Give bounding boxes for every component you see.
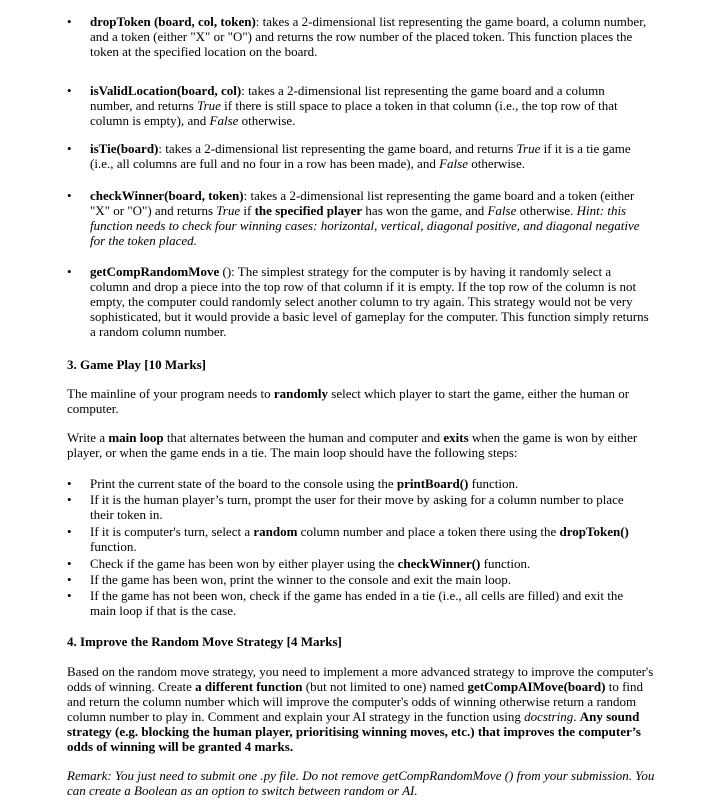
list-item: • getCompRandomMove (): The simplest strategy for the computer is by having it randomly select a column and drop a piece into the top row of that column if it is empty. If the top row of the column is not empty, the computer could randomly select another column to try again. This strategy would not be very sophisticated, but it would provide a basic level of gameplay for the computer. This function simply returns a random column number. (67, 264, 649, 339)
function-name: dropToken (board, col, token) (90, 14, 256, 29)
list-item: • dropToken (board, col, token): takes a 2-dimensional list representing the game board, a column number, and a token (either "X" or "O") and returns the row number of the placed token. This function places the token at the specified location on the board. (67, 14, 647, 59)
list-item: • checkWinner(board, token): takes a 2-dimensional list representing the game board and a token (either "X" or "O") and returns True if the specified player has won the game, and False otherwise. Hint: this function needs to check four winning cases: horizontal, vertical, diagonal positive, and diagonal negative for the token placed. (67, 188, 640, 248)
paragraph: The mainline of your program needs to randomly select which player to start the game, either the human or computer. (67, 386, 630, 416)
section-3-heading: 3. Game Play [10 Marks] (67, 357, 207, 372)
function-name: checkWinner(board, token) (90, 188, 244, 203)
paragraph: Based on the random move strategy, you need to implement a more advanced strategy to improve the computer's odds of winning. Create a different function (but not limited to one) named getCompAIMove(board) to find and return the column number which will improve the computer's odds of winning otherwise return a random column number to play in. Comment and explain your AI strategy in the function using docstring. Any sound strategy (e.g. blocking the human player, prioritising winning moves, etc.) that improves the computer’s odds of winning will be granted 4 marks. (67, 664, 654, 754)
list-item: • Check if the game has been won by either player using the checkWinner() function. (67, 556, 531, 571)
list-item: • If the game has been won, print the winner to the console and exit the main loop. (67, 572, 511, 587)
list-item: • If the game has not been won, check if the game has ended in a tie (i.e., all cells are filled) and exit the main loop if that is the case. (67, 588, 624, 618)
list-item: • isValidLocation(board, col): takes a 2-dimensional list representing the game board and a column number, and returns True if there is still space to place a token in that column (i.e., the top row of that column is empty), and False otherwise. (67, 83, 618, 128)
function-name: isValidLocation(board, col) (90, 83, 242, 98)
list-item: • If it is the human player’s turn, prompt the user for their move by asking for a column number to place their token in. (67, 492, 624, 522)
function-name: isTie(board) (90, 141, 159, 156)
function-name: getCompRandomMove (90, 264, 220, 279)
bullet: • (67, 14, 72, 29)
section-4-heading: 4. Improve the Random Move Strategy [4 Marks] (67, 634, 342, 649)
paragraph: Write a main loop that alternates between the human and computer and exits when the game is won by either player, or when the game ends in a tie. The main loop should have the following steps: (67, 430, 638, 460)
list-item: • If it is computer's turn, select a random column number and place a token there using the dropToken() function. (67, 524, 629, 554)
list-item: • Print the current state of the board to the console using the printBoard() function. (67, 476, 519, 491)
remark: Remark: You just need to submit one .py file. Do not remove getCompRandomMove () from your submission. You can create a Boolean as an option to switch between random or AI. (67, 768, 655, 798)
list-item: • isTie(board): takes a 2-dimensional list representing the game board, and returns True if it is a tie game (i.e., all columns are full and no four in a row has been made), and False otherwise. (67, 141, 631, 171)
